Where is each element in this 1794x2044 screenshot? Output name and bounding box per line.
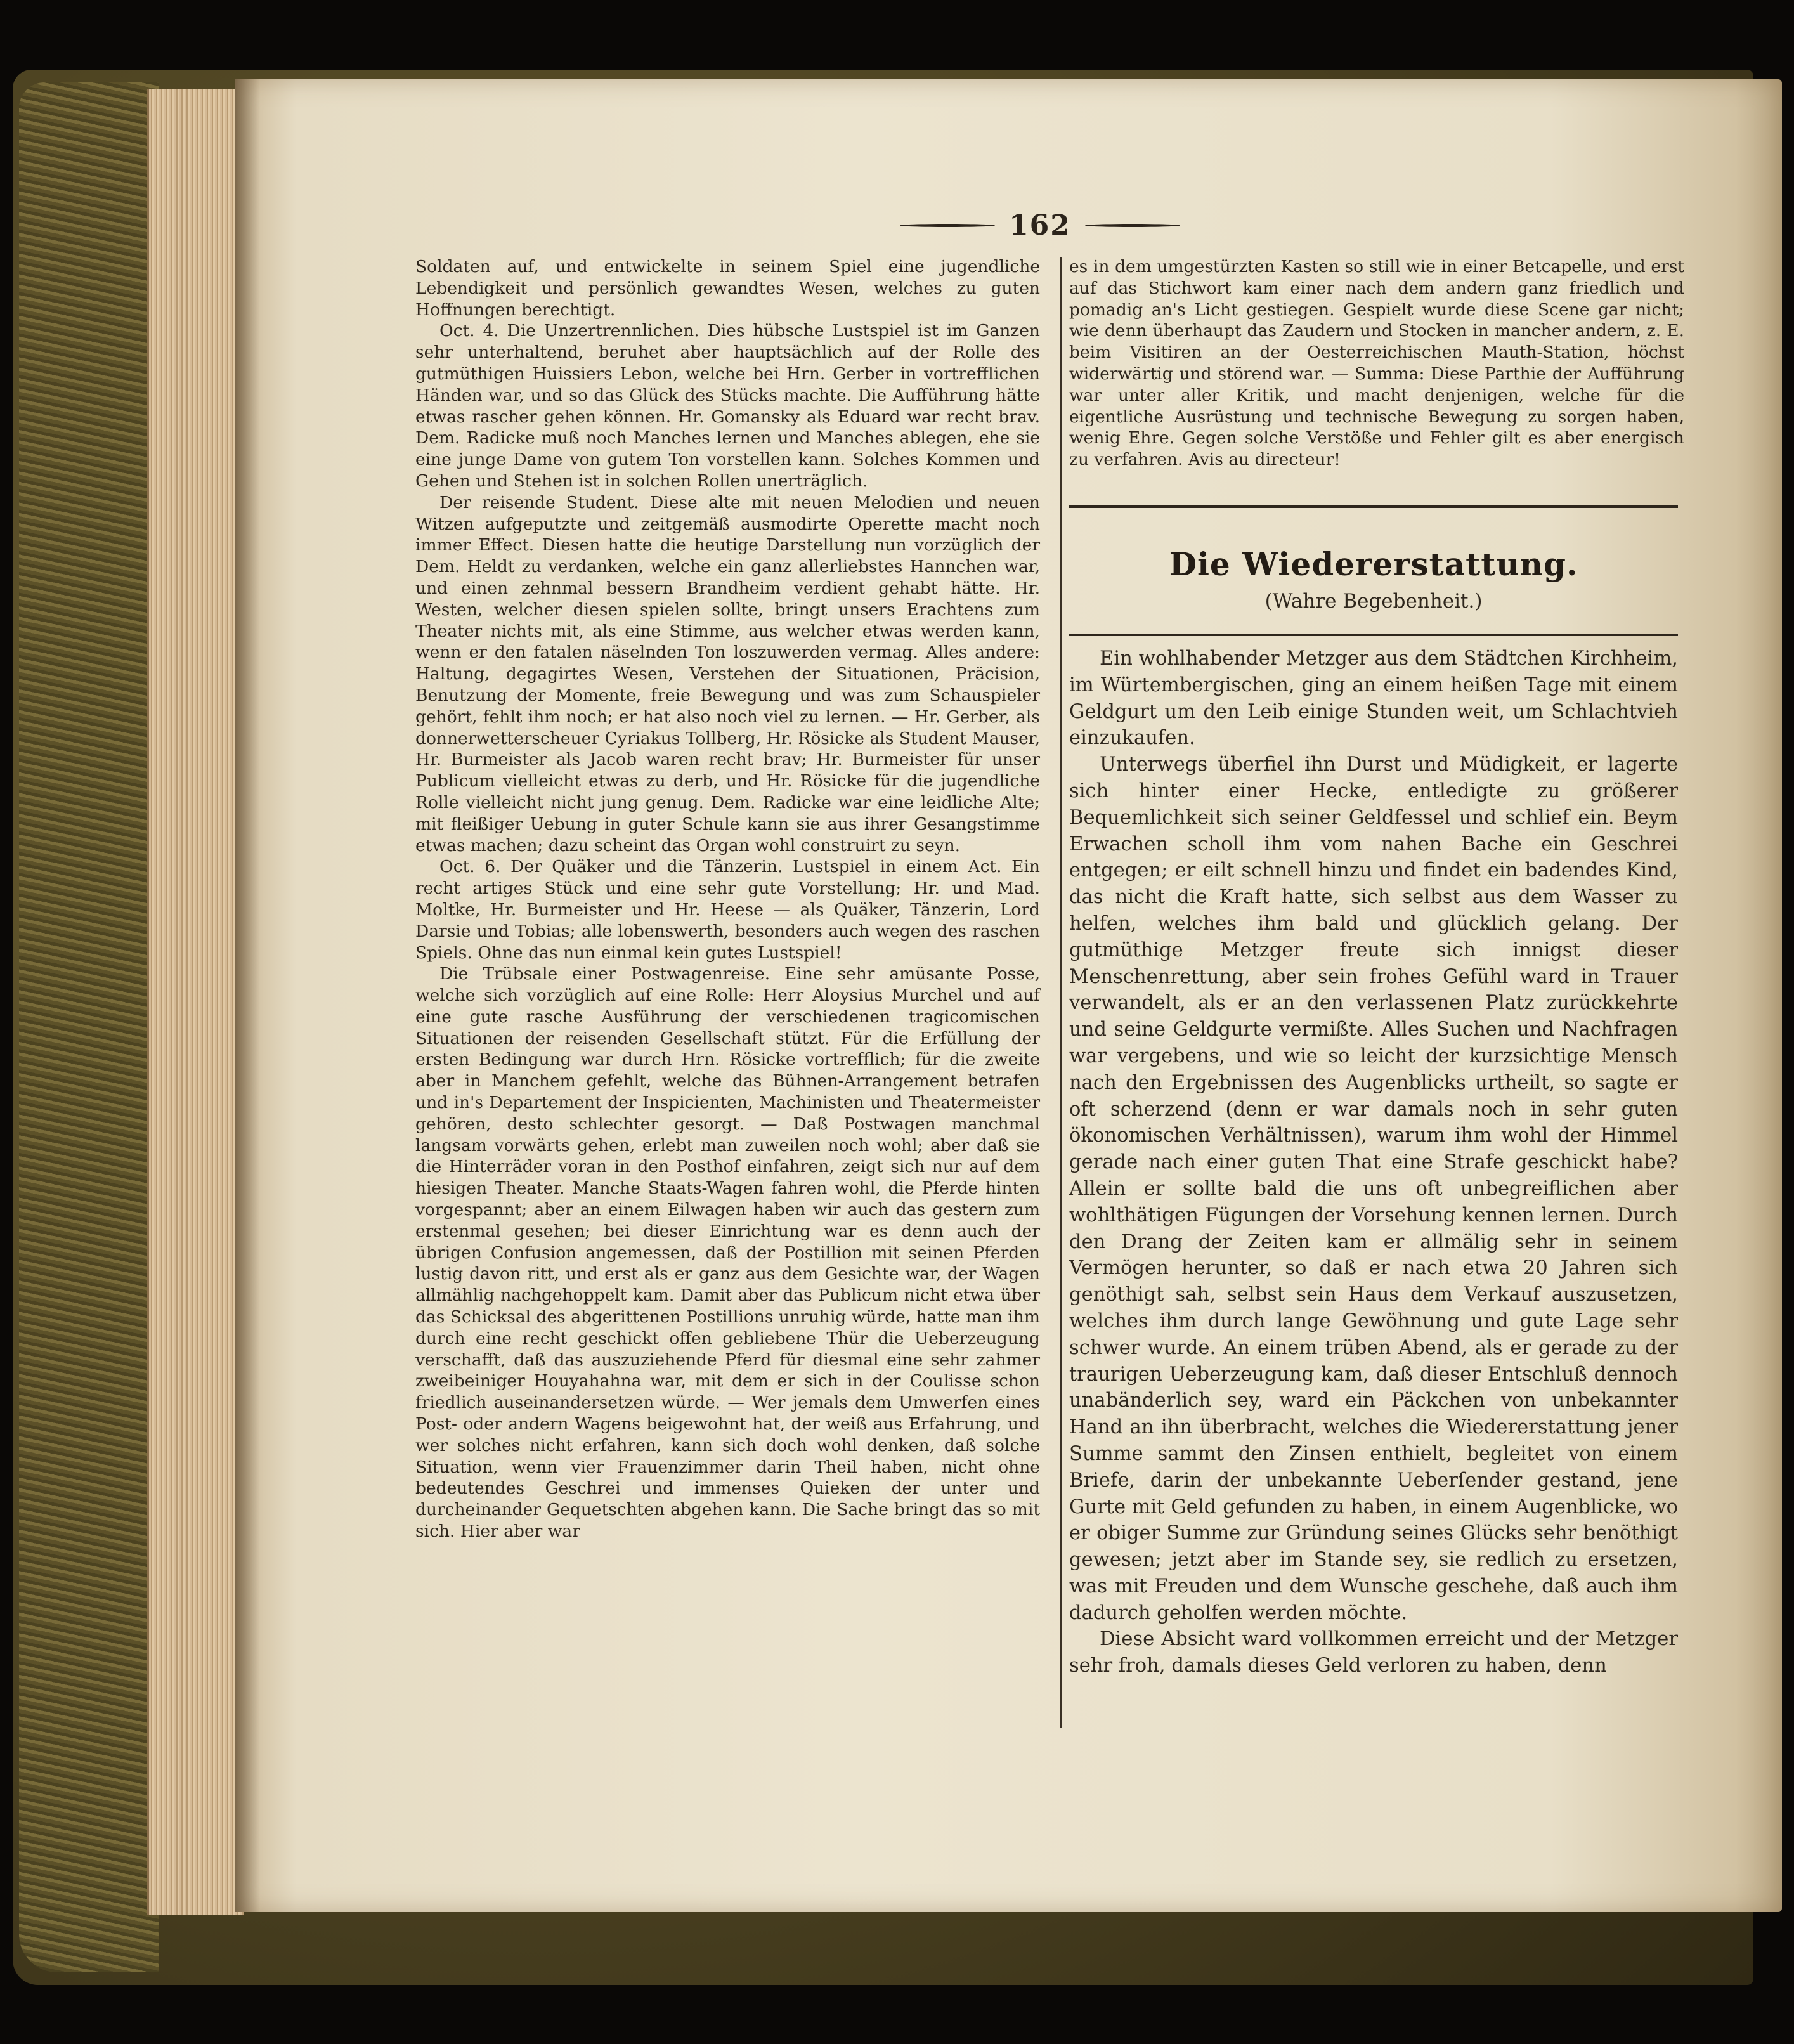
paragraph: Oct. 4. Die Unzertrennlichen. Dies hübsche Lustspiel ist im Ganzen sehr unterhaltend, beruhet aber hauptsächlich auf der Rolle des gutmüthigen Huissiers Lebon, welche bei Hrn. Gerber in vortrefflichen Händen war, und so das Glück des Stücks machte. Die Aufführung hätte etwas rascher gehen können. Hr. Gomansky als Eduard war recht brav. Dem. Radicke muß noch Manches lernen und Manches ablegen, ehe sie eine junge Dame von gutem Ton vorstellen kann. Solches Kommen und Gehen und Stehen ist in solchen Rollen unerträglich. (415, 321, 1040, 491)
article-subtitle: (Wahre Begebenheit.) (1264, 590, 1483, 613)
paragraph: Unterwegs überfiel ihn Durst und Müdigkeit, er lagerte sich hinter einer Hecke, entledigte zu größerer Bequemlichkeit sich seiner Geldfessel und schlief ein. Beym Erwachen scholl ihm vom nahen Bache ein Geschrei entgegen; er eilt schnell hinzu und findet ein badendes Kind, das nicht die Kraft hatte, sich selbst aus dem Wasser zu helfen, welches ihm bald und glücklich gelang. Der gutmüthige Metzger freute sich innigst dieser Menschenrettung, aber sein frohes Gefühl ward in Trauer verwandelt, als er an den verlassenen Platz zurückkehrte und seine Geldgurte vermißte. Alles Suchen und Nachfragen war vergebens, und wie so leicht der kurzsichtige Mensch nach den Ergebnissen des Augenblicks urtheilt, so sagte er oft scherzend (denn er war damals noch in sehr guten ökonomischen Verhältnissen), warum ihm wohl der Himmel gerade nach einer guten That eine Strafe geschickt habe? Allein er sollte bald die uns oft unbegreiflichen aber wohlthätigen Fügungen der Vorsehung kennen lernen. Durch den Drang der Zeiten kam er allmälig sehr in seinem Vermögen herunter, so daß er nach etwa 20 Jahren sich genöthigt sah, selbst sein Haus dem Verkauf auszusetzen, welches ihm durch lange Gewöhnung und gute Lage sehr schwer wurde. An einem trüben Abend, als er gerade zu der traurigen Ueberzeugung kam, daß dieser Entschluß dennoch unabänderlich sey, ward ein Päckchen von unbekannter Hand an ihn überbracht, welches die Wiedererstattung jener Summe sammt den Zinsen enthielt, begleitet von einem Briefe, darin der unbekannte Ueberſender gestand, jene Gurte mit Geld gefunden zu haben, in einem Augenblicke, wo er obiger Summe zur Gründung seines Glücks sehr benöthigt gewesen; jetzt aber im Stande sey, sie redlich zu ersetzen, was mit Freuden und dem Wunsche geschehe, daß auch ihm dadurch geholfen werden möchte. (1069, 753, 1678, 1624)
paragraph: Ein wohlhabender Metzger aus dem Städtchen Kirchheim, im Würtembergischen, ging an einem heißen Tage mit einem Geldgurt um den Leib einige Stunden weit, um Schlachtvieh einzukaufen. (1069, 648, 1678, 750)
paragraph: Die Trübsale einer Postwagenreise. Eine sehr amüsante Posse, welche sich vorzüglich auf eine Rolle: Herr Aloysius Murchel und auf eine gute rasche Ausführung der verschiedenen tragicomischen Situationen der reisenden Gesellschaft stützt. Für die Erfüllung der ersten Bedingung war durch Hrn. Rösicke vortrefflich; für die zweite aber in Manchem gefehlt, welche das Bühnen-Arrangement betrafen und in's Departement der Inspicienten, Machinisten und Theatermeister gehören, desto schlechter gesorgt. — Daß Postwagen manchmal langsam vorwärts gehen, erlebt man zuweilen noch wohl; aber daß sie die Hinterräder voran in den Posthof einfahren, zeigt sich nur auf dem hiesigen Theater. Manche Staats-Wagen fahren wohl, die Pferde hinten vorgespannt; aber an einem Eilwagen haben wir auch das gestern zum erstenmal gesehen; bei dieser Einrichtung war es denn auch der übrigen Confusion angemessen, daß der Postillion mit seinen Pferden lustig davon ritt, und erst als er ganz aus dem Gesichte war, der Wagen allmählig nachgehoppelt kam. Damit aber das Publicum nicht etwa über das Schicksal des abgerittenen Postillions unruhig würde, hatte man ihm durch eine recht geschickt offen gebliebene Thür die Ueberzeugung verschafft, daß das auszuziehende Pferd für diesmal eine sehr zahmer zweibeiniger Houyahahna war, mit dem er sich in der Coulisse schon friedlich auseinandersetzen würde. — Wer jemals dem Umwerfen eines Post- oder andern Wagens beigewohnt hat, der weiß aus Erfahrung, und wer solches nicht erfahren, kann sich doch wohl denken, daß solche Situation, wenn vier Frauenzimmer darin Theil haben, nicht ohne bedeutendes Geschrei und immenses Quieken der unter und durcheinander Gequetschten abgehen kann. Die Sache bringt das so mit sich. Hier aber war (415, 964, 1040, 1542)
paragraph: Oct. 6. Der Quäker und die Tänzerin. Lustspiel in einem Act. Ein recht artiges Stück und eine sehr gute Vorstellung; Hr. und Mad. Moltke, Hr. Burmeister und Hr. Heese — als Quäker, Tänzerin, Lord Darsie und Tobias; alle lobenswerth, besonders auch wegen des raschen Spiels. Ohne das nun einmal kein gutes Lustspiel! (415, 857, 1040, 963)
column-divider (1060, 257, 1062, 1728)
left-column (415, 256, 1040, 1542)
book-cover-edge (19, 82, 159, 1972)
paragraph: Der reisende Student. Diese alte mit neuen Melodien und neuen Witzen aufgeputzte und zeitgemäß ausmodirte Operette macht noch immer Effect. Diesen hatte die heutige Darstellung nun vorzüglich der Dem. Heldt zu verdanken, welche ein ganz allerliebstes Hannchen war, und einen zehnmal bessern Brandheim verdient gehabt hätte. Hr. Westen, welcher diesen spielen sollte, bringt unsers Erachtens zum Theater nichts mit, als eine Stimme, aus welcher etwas werden kann, wenn er den fatalen näselnden Ton loszuwerden vermag. Alles andere: Haltung, degagirtes Wesen, Verstehen der Situationen, Präcision, Benutzung der Momente, freie Bewegung und was zum Schauspieler gehört, fehlt ihm noch; er hat also noch viel zu lernen. — Hr. Gerber, als donnerwetterscheuer Cyriakus Tollberg, Hr. Rösicke als Student Mauser, Hr. Burmeister als Jacob waren recht brav; Hr. Burmeister für unser Publicum vielleicht etwas zu derb, und Hr. Rösicke für die jugendliche Rolle vielleicht nicht jung genug. Dem. Radicke war eine leidliche Alte; mit fleißiger Uebung in guter Schule kann sie aus ihrer Gesangstimme etwas machen; dazu scheint das Organ wohl construirt zu seyn. (415, 492, 1040, 856)
page-number: 162 (1009, 209, 1071, 242)
paragraph: es in dem umgestürzten Kasten so still wie in einer Betcapelle, und erst auf das Stichwort kam einer nach dem andern ganz friedlich und pomadig an's Licht gestiegen. Gespielt wurde diese Scene gar nicht; wie denn überhaupt das Zaudern und Stocken in mancher andern, z. E. beim Visitiren an der Oesterreichischen Mauth-Station, höchst widerwärtig und störend war. — Summa: Diese Parthie der Aufführung war unter aller Kritik, und macht denjenigen, welche für die eigentliche Ausrüstung und technische Bewegung zu sorgen haben, wenig Ehre. Gegen solche Verstöße und Fehler gilt es aber energisch zu verfahren. Avis au directeur! (1069, 257, 1684, 470)
page-header (881, 206, 1199, 244)
paragraph: Soldaten auf, und entwickelte in seinem Spiel eine jugendliche Lebendigkeit und persönlich gewandtes Wesen, welches zu guten Hoffnungen berechtigt. (415, 257, 1040, 320)
header-ornament-left (900, 223, 995, 228)
article-body (1069, 646, 1678, 1679)
section-divider (1069, 505, 1678, 508)
page-stack-edge (147, 89, 244, 1915)
article-title: Die Wiedererstattung. (1169, 545, 1578, 583)
paragraph: Diese Absicht ward vollkommen erreicht und der Metzger sehr froh, damals dieses Geld verloren zu haben, denn (1069, 1628, 1678, 1677)
header-ornament-right (1085, 223, 1180, 228)
title-divider (1069, 634, 1678, 636)
binding-shadow (235, 79, 260, 1912)
right-column-continuation (1069, 256, 1684, 471)
